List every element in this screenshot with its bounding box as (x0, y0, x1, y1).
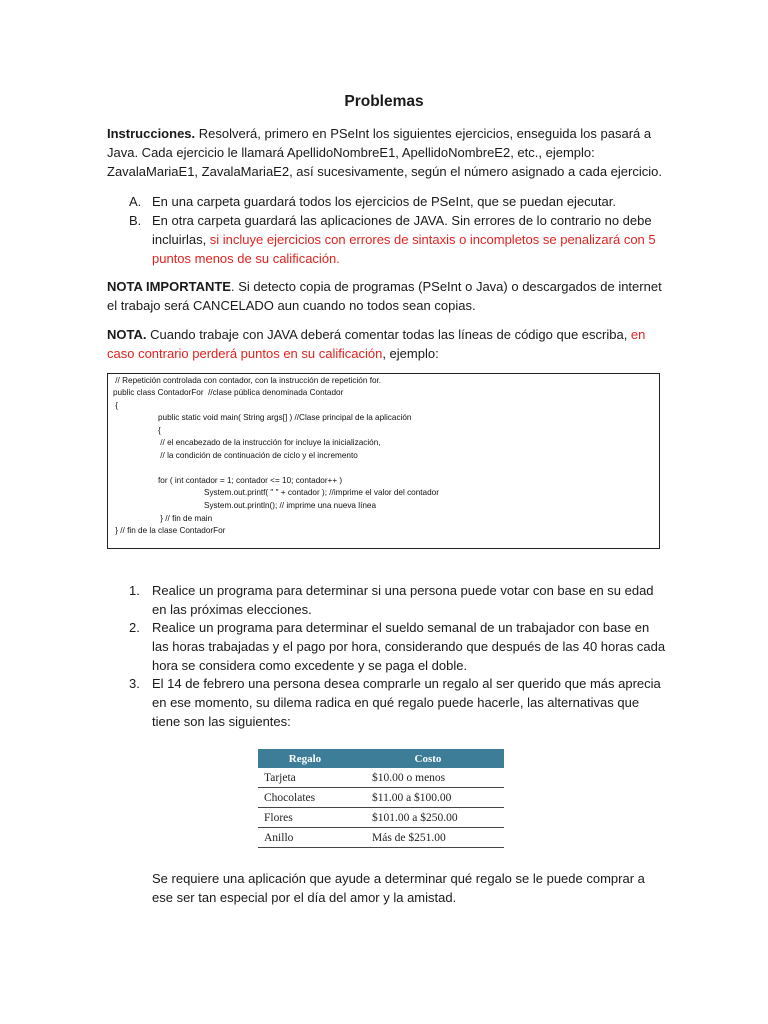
code-line: } // fin de la clase ContadorFor (113, 526, 226, 535)
problem-text: El 14 de febrero una persona desea comprarle un regalo al ser querido que más aprecia en ese momento, su dilema radica en qué regalo puede hacerle, las alternativas que tiene son las siguientes: (152, 676, 661, 729)
problem-text: Realice un programa para determinar el sueldo semanal de un trabajador con base en las horas trabajadas y el pago por hora, considerando que después de las 40 horas cada hora se considera como excedente y se paga el doble. (152, 620, 666, 673)
problem-number: 1. (129, 583, 140, 598)
code-line: { (158, 426, 161, 435)
list-item-warning: si incluye ejercicios con errores de sintaxis o incompletos se penalizará con 5 puntos menos de su calificación. (152, 232, 656, 266)
code-line: System.out.printf( " " + contador ); //imprime el valor del contador (204, 488, 439, 497)
list-item-text: En una carpeta guardará todos los ejercicios de PSeInt, que se puedan ejecutar. (152, 194, 616, 209)
table-cell: Tarjeta (258, 768, 352, 788)
list-item-text: En otra carpeta guardará las aplicaciones de JAVA. Sin errores de lo contrario no debe incluirlas, (152, 213, 652, 247)
list-marker: B. (129, 213, 142, 228)
code-line: public class ContadorFor //clase pública denominada Contador (113, 388, 344, 397)
instructions-text: Resolverá, primero en PSeInt los siguientes ejercicios, enseguida los pasará a Java. Cada ejercicio le llamará ApellidoNombreE1, ApellidoNombreE2, etc., ejemplo: ZavalaMariaE1, ZavalaMariaE2, así sucesivamente, según el número asignado a cada ejercicio. (107, 126, 662, 179)
problem-number: 3. (129, 676, 140, 691)
problem-item-2 (107, 618, 667, 675)
gift-table (258, 749, 504, 848)
nota-tail: , ejemplo: (382, 346, 439, 361)
nota-importante-label: NOTA IMPORTANTE (107, 279, 231, 294)
problem-item-1 (107, 581, 667, 619)
nota-paragraph (107, 325, 667, 363)
code-line: { (113, 401, 119, 410)
list-marker: A. (129, 194, 142, 209)
nota-label: NOTA. (107, 327, 147, 342)
code-example-box (107, 373, 660, 549)
table-row (258, 788, 504, 808)
list-item-a (107, 192, 667, 211)
table-header-regalo: Regalo (258, 749, 352, 768)
table-cell: Flores (258, 808, 352, 828)
nota-text: Cuando trabaje con JAVA deberá comentar todas las líneas de código que escriba, (146, 327, 631, 342)
table-row (258, 828, 504, 848)
table-cell: Chocolates (258, 788, 352, 808)
code-line: // el encabezado de la instrucción for incluye la inicialización, (158, 438, 381, 447)
table-row (258, 808, 504, 828)
problem-text: Realice un programa para determinar si una persona puede votar con base en su edad en las próximas elecciones. (152, 583, 654, 617)
page-title: Problemas (344, 93, 424, 110)
instructions-label: Instrucciones. (107, 126, 196, 141)
table-cell: Anillo (258, 828, 352, 848)
nota-importante-text: . Si detecto copia de programas (PSeInt o Java) o descargados de internet el trabajo será CANCELADO aun cuando no todos sean copias. (107, 279, 662, 313)
instructions-paragraph (107, 124, 667, 181)
table-header-costo: Costo (352, 749, 504, 768)
problem-number: 2. (129, 620, 140, 635)
nota-warning: en caso contrario perderá puntos en su calificación (107, 327, 646, 361)
code-line: for ( int contador = 1; contador <= 10; contador++ ) (158, 476, 343, 485)
table-row (258, 768, 504, 788)
table-cell: Más de $251.00 (352, 828, 504, 848)
table-cell: $101.00 a $250.00 (352, 808, 504, 828)
code-line: // Repetición controlada con contador, con la instrucción de repetición for. (113, 376, 382, 385)
list-item-b (107, 211, 667, 268)
nota-importante-paragraph (107, 277, 667, 315)
code-line: } // fin de main (158, 514, 213, 523)
table-cell: $10.00 o menos (352, 768, 504, 788)
code-line: System.out.println(); // imprime una nueva línea (204, 501, 377, 510)
closing-paragraph: Se requiere una aplicación que ayude a determinar qué regalo se le puede comprar a ese ser tan especial por el día del amor y la amistad. (152, 871, 645, 905)
table-cell: $11.00 a $100.00 (352, 788, 504, 808)
table-header-row (258, 749, 504, 768)
code-line: // la condición de continuación de ciclo y el incremento (158, 451, 358, 460)
code-line: public static void main( String args[] ) //Clase principal de la aplicación (158, 413, 412, 422)
problem-item-3 (107, 674, 667, 731)
